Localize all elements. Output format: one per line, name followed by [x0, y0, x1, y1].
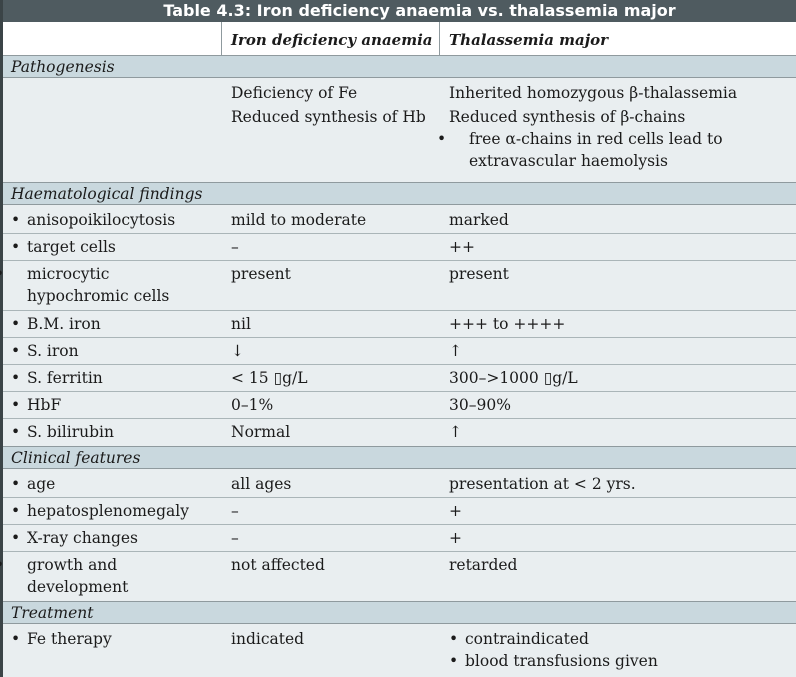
- cell-thal-bullet: • blood transfusions given: [449, 650, 789, 672]
- row-label: • HbF: [11, 394, 221, 416]
- cell-thal: +: [449, 502, 462, 520]
- row-label: • anisopoikilocytosis: [11, 209, 221, 231]
- cell-iron: indicated: [231, 630, 305, 648]
- cell-thal: present: [449, 265, 509, 283]
- section-pathogenesis: Pathogenesis: [3, 55, 796, 78]
- table-row: [3, 625, 796, 677]
- cell-iron: nil: [231, 315, 251, 333]
- cell-thal-subbullet: • free α-chains in red cells lead to extravascular haemolysis: [449, 128, 789, 172]
- down-arrow-icon: ↓: [231, 342, 244, 360]
- table-row: [3, 551, 796, 601]
- table-row: [3, 79, 796, 103]
- cell-thal: +: [449, 529, 462, 547]
- table-row: [3, 233, 796, 261]
- cell-iron: 0–1%: [231, 396, 274, 414]
- section-clinical-features: Clinical features: [3, 446, 796, 469]
- row-label: • X-ray changes: [11, 527, 221, 549]
- row-label: • hepatosplenomegaly: [11, 500, 221, 522]
- row-label: • B.M. iron: [11, 313, 221, 335]
- cell-iron: Normal: [231, 423, 291, 441]
- table-row: [3, 310, 796, 338]
- cell-thal: Inherited homozygous β-thalassemia: [449, 84, 738, 102]
- column-divider: [221, 22, 222, 55]
- cell-thal: marked: [449, 211, 509, 229]
- row-label: • target cells: [11, 236, 221, 258]
- table-row: [3, 103, 796, 181]
- cell-iron: present: [231, 265, 291, 283]
- row-label: • S. ferritin: [11, 367, 221, 389]
- cell-thal-text: Reduced synthesis of β-chains: [449, 108, 686, 126]
- cell-iron: –: [231, 502, 239, 520]
- cell-thal-bullet: • contraindicated: [449, 628, 789, 650]
- section-treatment: Treatment: [3, 601, 796, 624]
- cell-iron: all ages: [231, 475, 292, 493]
- column-divider: [439, 22, 440, 55]
- table-row: [3, 497, 796, 525]
- table-row: [3, 337, 796, 365]
- up-arrow-icon: ↑: [449, 423, 462, 441]
- cell-iron: < 15 ▯g/L: [231, 369, 308, 387]
- row-label: • microcytic hypochromic cells: [11, 263, 207, 307]
- row-label: • age: [11, 473, 221, 495]
- cell-iron: –: [231, 529, 239, 547]
- cell-thal: [449, 106, 789, 172]
- table-row: [3, 206, 796, 234]
- row-label: • growth and development: [11, 554, 177, 598]
- up-arrow-icon: ↑: [449, 342, 462, 360]
- table-row: [3, 524, 796, 552]
- cell-iron: –: [231, 238, 239, 256]
- cell-thal: ++: [449, 238, 475, 256]
- section-haematological-findings: Haematological findings: [3, 182, 796, 205]
- cell-thal: presentation at < 2 yrs.: [449, 475, 636, 493]
- cell-thal: 30–90%: [449, 396, 511, 414]
- column-header-row: [3, 22, 796, 56]
- row-label: • Fe therapy: [11, 628, 221, 650]
- cell-thal: retarded: [449, 556, 518, 574]
- table-row: [3, 391, 796, 419]
- cell-iron: not affected: [231, 556, 325, 574]
- cell-thal: +++ to ++++: [449, 315, 566, 333]
- row-label: • S. bilirubin: [11, 421, 221, 443]
- table-row: [3, 470, 796, 498]
- cell-iron: Reduced synthesis of Hb: [231, 108, 426, 126]
- column-header-iron-deficiency: Iron deficiency anaemia: [231, 31, 433, 49]
- column-header-thalassemia: Thalassemia major: [449, 31, 609, 49]
- cell-thal: 300–>1000 ▯g/L: [449, 369, 578, 387]
- table-title: Table 4.3: Iron deficiency anaemia vs. thalassemia major: [3, 0, 796, 22]
- cell-thal: [449, 628, 789, 672]
- cell-iron: Deficiency of Fe: [231, 84, 358, 102]
- table-row: [3, 364, 796, 392]
- table-row: [3, 260, 796, 311]
- table-row: [3, 418, 796, 445]
- cell-iron: mild to moderate: [231, 211, 367, 229]
- row-label: • S. iron: [11, 340, 221, 362]
